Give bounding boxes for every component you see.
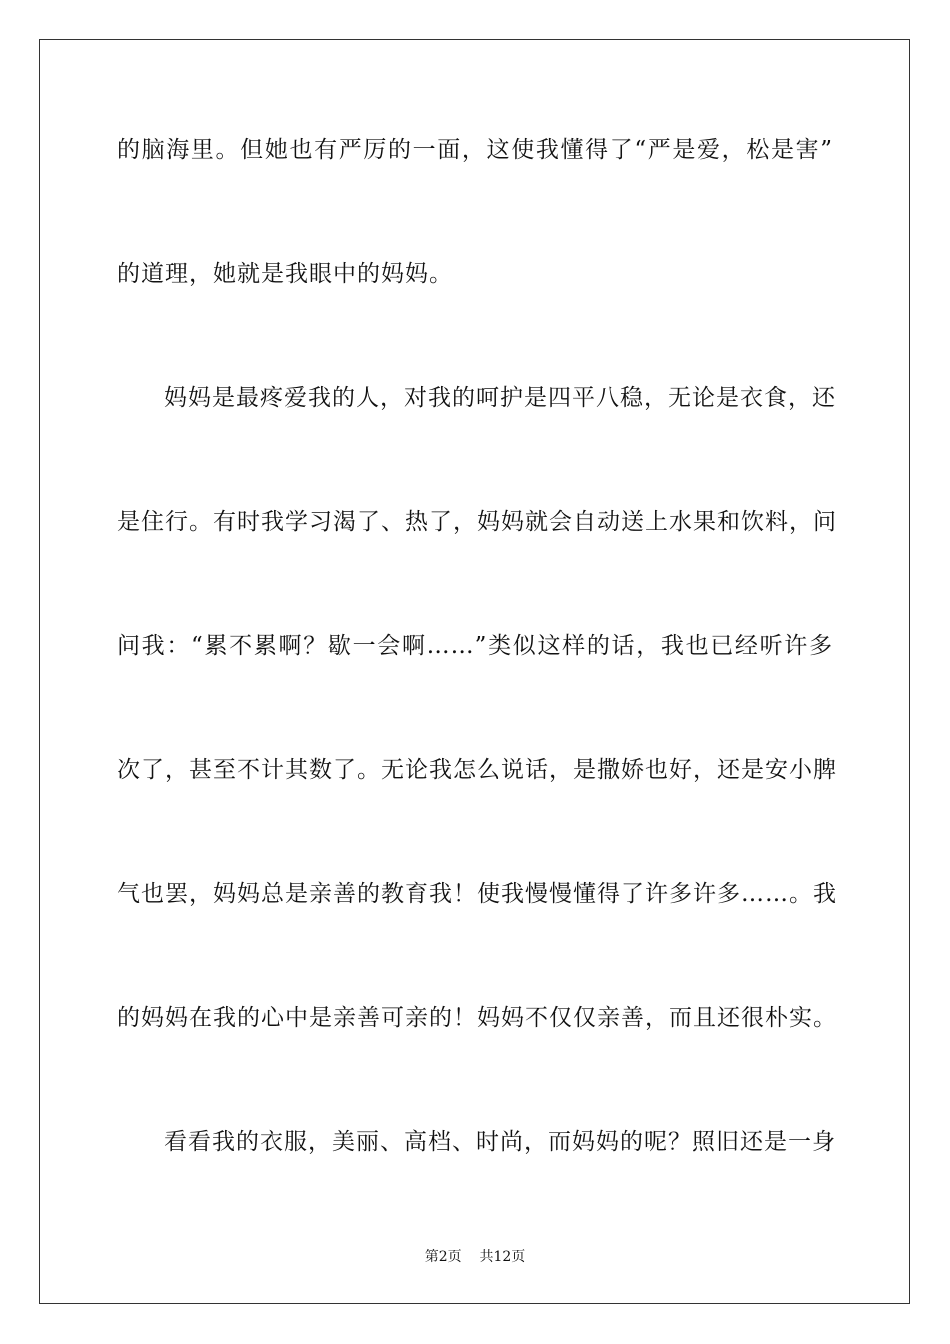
total-pages: 共12页 (479, 1249, 526, 1265)
text-line-6: 次了，甚至不计其数了。无论我怎么说话，是撒娇也好，还是安小脾 (117, 757, 837, 783)
paragraph-start-line-3: 妈妈是最疼爱我的人，对我的呵护是四平八稳，无论是衣食，还 (164, 385, 836, 411)
text-line-1: 的脑海里。但她也有严厉的一面，这使我懂得了“严是爱，松是害” (117, 137, 833, 163)
text-line-5: 问我：“累不累啊？歇一会啊……”类似这样的话，我也已经听许多 (117, 633, 833, 659)
text-line-8: 的妈妈在我的心中是亲善可亲的！妈妈不仅仅亲善，而且还很朴实。 (117, 1005, 837, 1031)
text-line-2: 的道理，她就是我眼中的妈妈。 (117, 261, 453, 287)
page-footer (0, 1248, 950, 1266)
page-border (39, 39, 910, 1304)
text-line-4: 是住行。有时我学习渴了、热了，妈妈就会自动送上水果和饮料，问 (117, 509, 837, 535)
paragraph-start-line-9: 看看我的衣服，美丽、高档、时尚，而妈妈的呢？照旧还是一身 (164, 1129, 836, 1155)
page-number: 第2页 (424, 1249, 462, 1265)
text-line-7: 气也罢，妈妈总是亲善的教育我！使我慢慢懂得了许多许多……。我 (117, 881, 837, 907)
